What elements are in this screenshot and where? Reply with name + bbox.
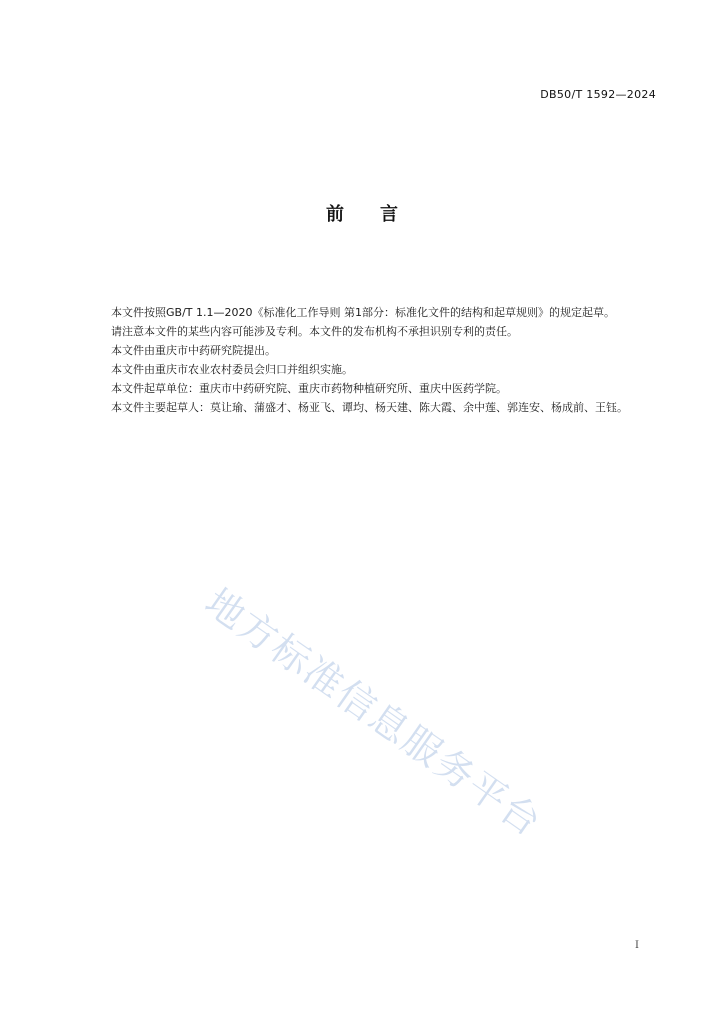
- paragraph-patent-notice: 请注意本文件的某些内容可能涉及专利。本文件的发布机构不承担识别专利的责任。: [111, 325, 518, 338]
- page-title: [0, 200, 724, 226]
- paragraph-proposer: 本文件由重庆市中药研究院提出。: [111, 344, 276, 357]
- title-char-2: 言: [380, 204, 398, 225]
- foreword-body: [87, 303, 658, 417]
- paragraph-administrator: 本文件由重庆市农业农村委员会归口并组织实施。: [111, 363, 353, 376]
- document-number: DB50/T 1592—2024: [540, 88, 656, 101]
- paragraph-standard-basis: 本文件按照GB/T 1.1—2020《标准化工作导则 第1部分：标准化文件的结构和起草规则》的规定起草。: [111, 306, 615, 319]
- watermark-text: 地方标准信息服务平台: [197, 579, 551, 846]
- paragraph-drafting-units: 本文件起草单位：重庆市中药研究院、重庆市药物种植研究所、重庆中医药学院。: [111, 382, 507, 395]
- title-char-1: 前: [326, 204, 344, 225]
- page-number: I: [635, 940, 639, 951]
- paragraph-drafters: 本文件主要起草人：莫让瑜、蒲盛才、杨亚飞、谭均、杨天建、陈大霞、余中莲、郭连安、杨成前、王钰。: [111, 401, 628, 414]
